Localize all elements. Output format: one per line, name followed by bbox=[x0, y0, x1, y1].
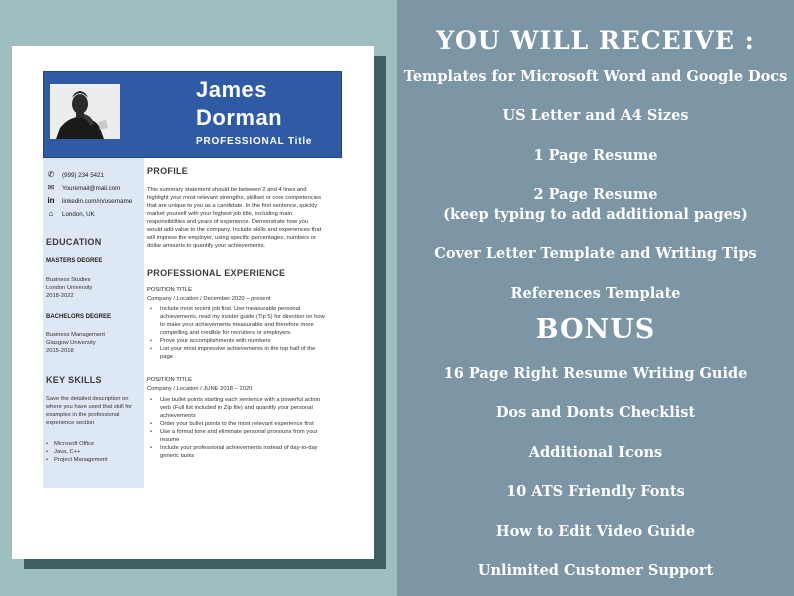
experience-heading: PROFESSIONAL EXPERIENCE bbox=[147, 268, 286, 278]
bonus-item: How to Edit Video Guide bbox=[495, 523, 696, 540]
education-line: 2015-2018 bbox=[46, 348, 74, 354]
skills-description-line: examples in the professional bbox=[46, 412, 120, 418]
contact-linkedin bbox=[46, 196, 132, 205]
bullet-line: • Use bullet points starting each sentence with a powerful action bbox=[160, 397, 321, 403]
profile-line: market yourself with your highest job title, including main bbox=[147, 211, 292, 217]
panel-item: References Template bbox=[510, 285, 681, 302]
bullet-line: • Order your bullet points to the most relevant experience first bbox=[160, 421, 314, 427]
bullet-line: resume bbox=[160, 437, 180, 443]
panel-heading: YOU WILL RECEIVE : bbox=[436, 26, 755, 55]
bullet-line: • Include your professional achievements instead of day-to-day bbox=[160, 445, 318, 451]
job-bullet bbox=[150, 420, 320, 428]
bonus-item: 16 Page Right Resume Writing Guide bbox=[443, 365, 748, 382]
contact-email-text: Youremail@mail.com bbox=[62, 185, 121, 192]
profile-photo bbox=[50, 84, 120, 139]
profile-line: This summary statement should be between 2 and 4 lines and bbox=[147, 187, 307, 193]
email-icon: ✉ bbox=[47, 183, 55, 192]
job-2-title: POSITION TITLE bbox=[147, 377, 192, 383]
bullet-line: • List your most impressive achievements in the top half of the bbox=[160, 346, 316, 352]
job-bullet bbox=[150, 396, 320, 420]
profile-line: will impress the employer, using specific percentages, numbers or bbox=[147, 235, 316, 241]
bullet-line: verb (Full list included in Zip file) and quantify your personal bbox=[160, 405, 313, 411]
education-degree-1-details bbox=[46, 276, 92, 300]
job-2-bullets bbox=[150, 396, 320, 460]
bullet-line: • Use a formal tone and eliminate personal pronouns from your bbox=[160, 429, 318, 435]
key-skills-description bbox=[46, 395, 132, 427]
job-2-subtitle: Company / Location / JUNE 2018 – 2020 bbox=[147, 386, 253, 392]
job-bullet bbox=[150, 337, 325, 345]
key-skills-list bbox=[46, 440, 108, 464]
skills-description-line: where you have used that skill for bbox=[46, 404, 133, 410]
bullet-line: achievements, read my insider guide (Tip 5) for direction on how bbox=[160, 314, 325, 320]
resume-sidebar bbox=[43, 158, 144, 488]
education-heading: EDUCATION bbox=[46, 237, 102, 247]
contact-location bbox=[46, 209, 95, 218]
job-1-bullets bbox=[150, 305, 325, 361]
contact-linkedin-text: linkedin.com/in/username bbox=[62, 198, 133, 205]
contact-location-text: London, UK bbox=[62, 211, 95, 218]
home-icon: ⌂ bbox=[48, 209, 54, 218]
education-degree-2: BACHELORS DEGREE bbox=[46, 314, 112, 320]
resume-last-name: Dorman bbox=[196, 105, 283, 130]
education-line: Glasgow University bbox=[46, 340, 96, 346]
panel-item: Templates for Microsoft Word and Google Docs bbox=[403, 68, 788, 85]
panel-item: 1 Page Resume bbox=[533, 147, 658, 164]
bonus-item: Unlimited Customer Support bbox=[477, 562, 714, 579]
education-line: 2018-2022 bbox=[46, 293, 74, 299]
education-line: Business Management bbox=[46, 332, 105, 338]
bullet-line: compelling and credible for recruiters or employers. bbox=[160, 330, 292, 336]
profile-line: would add value to the company. Include skills and experiences that bbox=[147, 227, 322, 233]
skill-item: • Project Management bbox=[46, 456, 108, 464]
job-bullet bbox=[150, 428, 320, 444]
skill-item: • Java, C++ bbox=[46, 448, 108, 456]
profile-line: dollar amounts to quantify your achievements. bbox=[147, 243, 266, 249]
education-line: Business Studies bbox=[46, 277, 91, 283]
resume-first-name: James bbox=[196, 77, 268, 102]
contact-phone-text: (999) 234 5421 bbox=[62, 172, 104, 179]
education-degree-2-details bbox=[46, 331, 105, 355]
linkedin-icon: in bbox=[47, 196, 55, 205]
bullet-line: • Include most recent job first. Use measurable personal bbox=[160, 306, 301, 312]
bonus-item: Additional Icons bbox=[528, 444, 663, 461]
bullet-line: generic tasks bbox=[160, 453, 195, 459]
education-line: London University bbox=[46, 285, 93, 291]
job-1-title: POSITION TITLE bbox=[147, 287, 192, 293]
job-bullet bbox=[150, 444, 320, 460]
job-1-subtitle: Company / Location / December 2020 – present bbox=[147, 296, 271, 302]
panel-item: (keep typing to add additional pages) bbox=[443, 206, 748, 223]
bullet-line: to make your achievements measurable and therefore more bbox=[160, 322, 314, 328]
bonus-item: Dos and Donts Checklist bbox=[495, 404, 696, 421]
panel-item: Cover Letter Template and Writing Tips bbox=[434, 245, 757, 262]
job-bullet bbox=[150, 305, 325, 337]
education-degree-1: MASTERS DEGREE bbox=[46, 258, 103, 264]
panel-item: 2 Page Resume bbox=[533, 186, 658, 203]
phone-icon: ✆ bbox=[47, 170, 55, 179]
bonus-item: 10 ATS Friendly Fonts bbox=[506, 483, 685, 500]
profile-line: that are unique to you as a candidate. In the first sentence, quickly bbox=[147, 203, 318, 209]
profile-summary bbox=[147, 186, 321, 250]
skills-description-line: experience section bbox=[46, 420, 95, 426]
bullet-line: page bbox=[160, 354, 173, 360]
key-skills-heading: KEY SKILLS bbox=[46, 375, 102, 385]
profile-heading: PROFILE bbox=[147, 166, 189, 176]
bullet-line: • Prove your accomplishments with numbers bbox=[160, 338, 271, 344]
skill-item: • Microsoft Office bbox=[46, 440, 108, 448]
contact-phone bbox=[46, 170, 104, 179]
bonus-heading: BONUS bbox=[535, 314, 656, 345]
product-details-panel bbox=[397, 0, 794, 596]
resume-professional-title: PROFESSIONAL Title bbox=[196, 136, 313, 147]
job-bullet bbox=[150, 345, 325, 361]
contact-email bbox=[46, 183, 120, 192]
profile-line: responsibilities and years of experience. Demonstrate how you bbox=[147, 219, 309, 225]
skills-description-line: Save the detailed description on bbox=[46, 396, 129, 402]
panel-item: US Letter and A4 Sizes bbox=[502, 107, 689, 124]
profile-line: highlight your most relevant strengths, skillset or core competencies bbox=[147, 195, 321, 201]
bullet-line: achievements bbox=[160, 413, 196, 419]
